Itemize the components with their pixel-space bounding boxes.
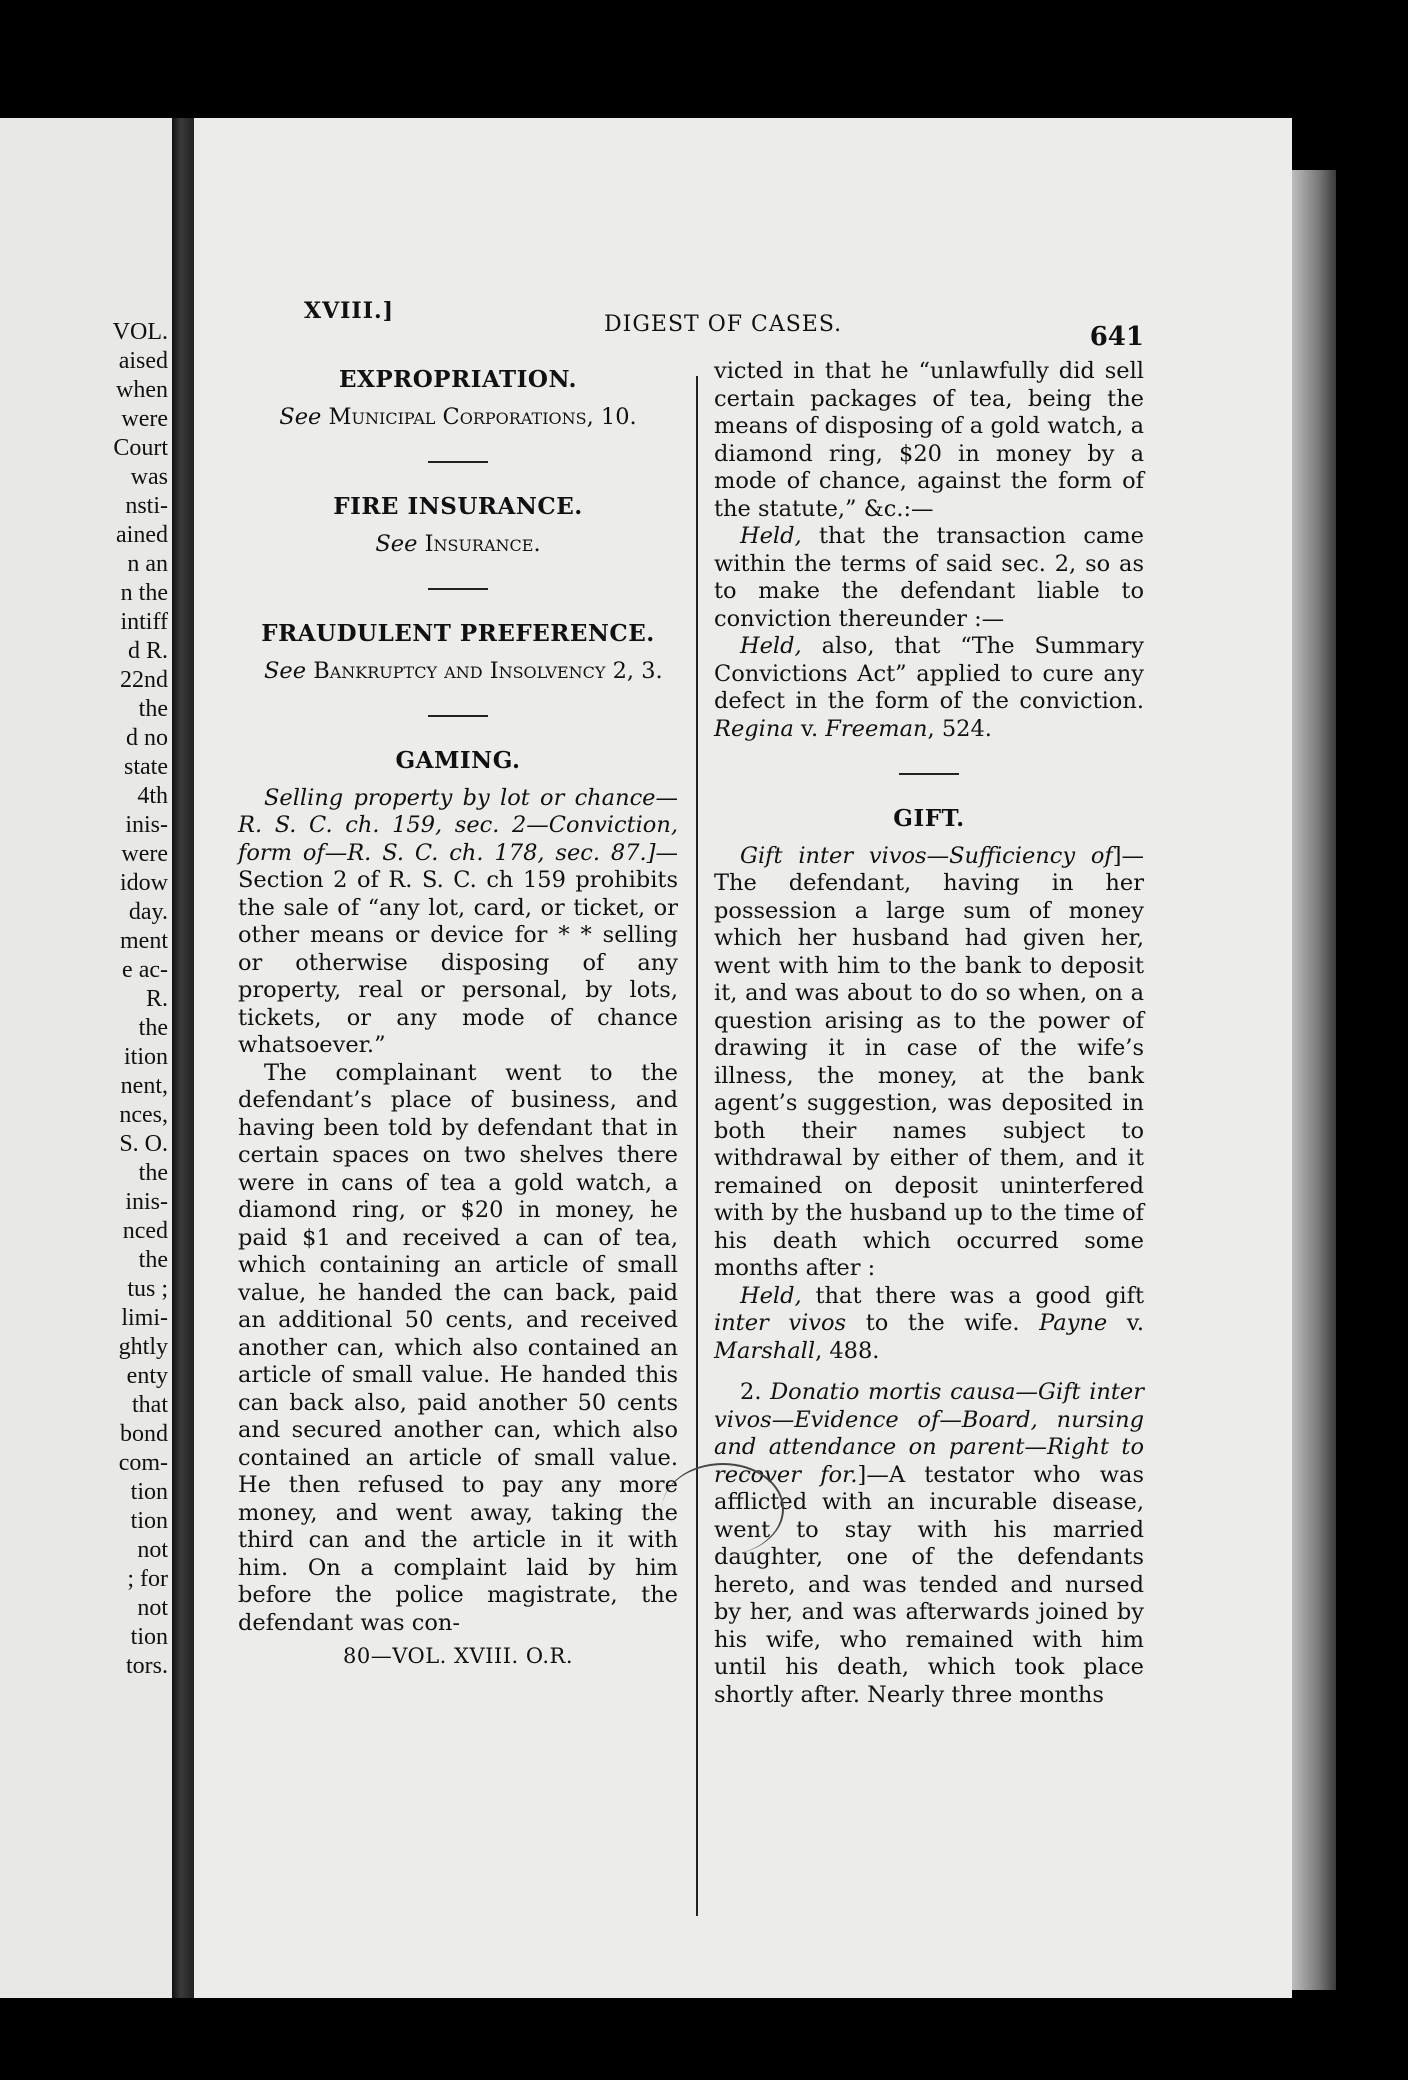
page-number: 641 — [1089, 322, 1144, 352]
gift-entry-2 — [714, 1379, 1144, 1709]
see-suffix: 2, 3. — [605, 657, 663, 684]
held-end: to the wife. — [846, 1310, 1020, 1336]
heading-expropriation: EXPROPRIATION. — [338, 366, 578, 393]
held-label: Held, — [740, 1282, 802, 1309]
held-text: that there was a good gift — [801, 1282, 1144, 1309]
gift-para-1: —The defendant, having in her possession a large sum of money which her husband had given her, went with him to the bank to deposit it, and was about to do so when, on a question arising as to the power of drawing it in case of the wife’s illness, the money, at the bank agent’s suggestion, was deposited in both their names subject to withdrawal by either of them, and it remained on deposit uninterfered with by the husband up to the time of his death which occurred some months after : — [714, 842, 1144, 1281]
citation-case: Regina — [714, 715, 794, 742]
heading-fire-insurance: FIRE INSURANCE. — [333, 493, 583, 520]
held-2 — [714, 633, 1144, 743]
gift-headnote-1: Gift inter vivos—Sufficiency of — [740, 842, 1113, 869]
book-gutter — [172, 118, 194, 1998]
held-1 — [714, 523, 1144, 633]
citation-page: , 524. — [927, 715, 992, 742]
gaming-para-1: —Section 2 of R. S. C. ch 159 prohibits the sale of “any lot, card, or ticket, or other means or device for * * selling or otherwise disposing of any property, real or personal, by lots, tickets, or any mode of chance whatsoever.” — [238, 839, 678, 1058]
page-641 — [194, 118, 1292, 1998]
entry-number: 2. — [740, 1379, 762, 1405]
left-column — [238, 358, 678, 1671]
see-reference-expropriation — [238, 404, 678, 432]
citation-page: , 488. — [815, 1337, 880, 1364]
see-reference-fire-insurance — [238, 531, 678, 559]
see-ref: Bankruptcy and Insolvency — [313, 657, 606, 684]
headnote-close: ] — [857, 1461, 867, 1488]
header-volume: XVIII.] — [304, 298, 395, 324]
headnote-close: ] — [1112, 842, 1122, 869]
column-divider — [696, 376, 698, 1916]
heading-gaming: GAMING. — [395, 747, 521, 774]
gaming-headnote — [238, 785, 678, 1060]
held-italic: inter vivos — [714, 1310, 847, 1336]
gift-entry-1 — [714, 843, 1144, 1283]
citation-case: Payne — [1039, 1310, 1108, 1336]
see-prefix: See — [279, 403, 322, 430]
left-page-text-fragments: VOL. aised when were Court was nsti- ained n an n the intiff d R. 22nd the d no state 4th inis- were idow day. ment e ac- R. the ition nent, nces, S. O. the inis- nced the tus ; limi- ghtly enty that bond com- tion tion not ; for not tion tors. — [112, 319, 168, 1679]
gaming-continued: victed in that he “unlawfully did sell certain packages of tea, being the means of disposing of a gold watch, a diamond ring, $20 in money by a mode of chance, against the form of the statute,” &c.:— — [714, 358, 1144, 522]
see-ref: Municipal Corporations — [328, 403, 587, 430]
section-rule — [899, 773, 959, 775]
left-facing-page — [0, 118, 172, 1998]
gift-held — [714, 1283, 1144, 1366]
citation-party: Marshall — [714, 1337, 816, 1364]
gaming-para-2: The complainant went to the defendant’s place of business, and having been told by defendant that in certain spaces on two shelves there were in cans of tea a gold watch, a diamond ring, or $20 in money, he paid $1 and received a can of tea, which containing an article of small value, he handed the can back, paid an additional 50 cents, and received another can, which also contained an article of small value. He handed this can back also, paid another 50 cents and secured another can, which also contained an article of small value. He then refused to pay any more money, and went away, taking the third can and the article in it with him. On a complaint laid by him before the police magistrate, the defendant was con- — [238, 1059, 678, 1636]
see-prefix: See — [264, 657, 307, 684]
see-suffix: , 10. — [586, 403, 637, 430]
gift-headnote-2: Donatio mortis causa—Gift inter vivos—Evidence of—Board, nursing and attendance on parent—Right to recover for. — [714, 1379, 1144, 1488]
heading-gift: GIFT. — [893, 805, 965, 832]
signature-mark: 80—VOL. XVIII. O.R. — [342, 1644, 574, 1668]
running-header — [304, 298, 1144, 352]
held-label: Held, — [740, 523, 802, 549]
section-rule — [428, 461, 488, 463]
header-title: DIGEST OF CASES. — [604, 312, 843, 337]
citation-party: Freeman — [825, 715, 928, 742]
gaming-headnote-text: Selling property by lot or chance—R. S. C. ch. 159, sec. 2—Conviction, form of—R. S. C. ch. 178, sec. 87.] — [238, 784, 678, 866]
see-prefix: See — [375, 530, 418, 557]
citation-v: v. — [793, 715, 826, 742]
held-text: that the transaction came within the terms of said sec. 2, so as to make the defendant liable to conviction thereunder :— — [714, 523, 1144, 632]
gift-para-2: —A testator who was afflicted with an incurable disease, went to stay with his married daughter, one of the defendants hereto, and was tended and nursed by her, and was afterwards joined by his wife, who remained with him until his death, which took place shortly after. Nearly three months — [714, 1461, 1144, 1708]
section-rule — [428, 588, 488, 590]
see-ref: Insurance. — [424, 530, 541, 557]
held-label: Held, — [740, 633, 802, 659]
held-text: also, that “The Summary Convictions Act” applied to cure any defect in the form of the conviction. — [714, 633, 1144, 714]
heading-fraudulent-preference: FRAUDULENT PREFERENCE. — [261, 620, 655, 647]
pencil-mark — [662, 1463, 784, 1555]
page-edge-shadow — [1292, 170, 1336, 1990]
citation-v: v. — [1107, 1310, 1144, 1336]
see-reference-fraudulent-preference — [238, 658, 678, 686]
section-rule — [428, 715, 488, 717]
